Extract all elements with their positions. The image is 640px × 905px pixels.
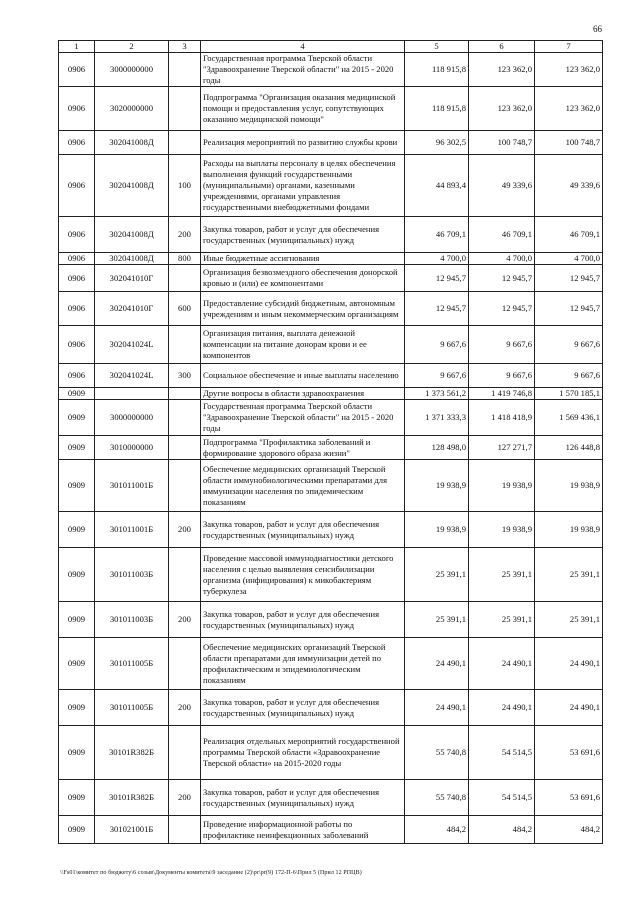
amount-year1-cell: 24 490,1 [405, 690, 469, 726]
amount-year3-cell: 25 391,1 [535, 602, 603, 638]
target-article-cell: 302041008Д [95, 253, 169, 265]
section-code-cell: 0909 [59, 400, 95, 436]
target-article-cell: 301011005Б [95, 638, 169, 690]
amount-year1-cell: 1 371 333,3 [405, 400, 469, 436]
expense-type-cell [169, 726, 201, 780]
amount-year3-cell: 9 667,6 [535, 364, 603, 388]
amount-year2-cell: 484,2 [469, 816, 535, 844]
amount-year3-cell: 484,2 [535, 816, 603, 844]
section-code-cell: 0906 [59, 326, 95, 364]
target-article-cell: 301011003Б [95, 548, 169, 602]
table-row [59, 638, 603, 690]
table-row [59, 460, 603, 512]
table-row [59, 364, 603, 388]
header-cell: 4 [201, 41, 405, 53]
section-code-cell: 0909 [59, 512, 95, 548]
amount-year3-cell: 46 709,1 [535, 217, 603, 253]
amount-year3-cell: 12 945,7 [535, 265, 603, 292]
table-row [59, 400, 603, 436]
amount-year3-cell: 4 700,0 [535, 253, 603, 265]
section-code-cell: 0909 [59, 436, 95, 460]
table-row [59, 388, 603, 400]
header-cell: 1 [59, 41, 95, 53]
amount-year3-cell: 24 490,1 [535, 690, 603, 726]
target-article-cell: 301011001Б [95, 460, 169, 512]
expense-type-cell [169, 460, 201, 512]
target-article-cell: 301021001Б [95, 816, 169, 844]
description-cell: Социальное обеспечение и иные выплаты населению [201, 364, 405, 388]
target-article-cell: 302041024L [95, 364, 169, 388]
description-cell: Обеспечение медицинских организаций Тверской области иммунобиологическими препаратами для иммунизации населения по эпидемическим показаниям [201, 460, 405, 512]
amount-year2-cell: 54 514,5 [469, 726, 535, 780]
expense-type-cell [169, 816, 201, 844]
header-cell: 2 [95, 41, 169, 53]
table-row [59, 87, 603, 131]
header-cell: 3 [169, 41, 201, 53]
section-code-cell: 0909 [59, 388, 95, 400]
amount-year2-cell: 100 748,7 [469, 131, 535, 155]
target-article-cell: 302041008Д [95, 217, 169, 253]
amount-year2-cell: 24 490,1 [469, 690, 535, 726]
expense-type-cell: 200 [169, 780, 201, 816]
section-code-cell: 0906 [59, 217, 95, 253]
amount-year2-cell: 49 339,6 [469, 155, 535, 217]
expense-type-cell: 200 [169, 690, 201, 726]
description-cell: Подпрограмма "Профилактика заболеваний и формирование здорового образа жизни" [201, 436, 405, 460]
target-article-cell [95, 388, 169, 400]
table-row [59, 690, 603, 726]
section-code-cell: 0906 [59, 292, 95, 326]
expense-type-cell: 200 [169, 602, 201, 638]
expense-type-cell: 600 [169, 292, 201, 326]
table-row [59, 436, 603, 460]
target-article-cell: 3010000000 [95, 436, 169, 460]
section-code-cell: 0906 [59, 131, 95, 155]
amount-year3-cell: 123 362,0 [535, 87, 603, 131]
table-row [59, 131, 603, 155]
section-code-cell: 0906 [59, 87, 95, 131]
amount-year1-cell: 4 700,0 [405, 253, 469, 265]
table-row [59, 726, 603, 780]
amount-year3-cell: 19 938,9 [535, 512, 603, 548]
expense-type-cell [169, 53, 201, 87]
amount-year2-cell: 19 938,9 [469, 460, 535, 512]
expense-type-cell: 200 [169, 512, 201, 548]
target-article-cell: 30101R382Б [95, 780, 169, 816]
amount-year3-cell: 25 391,1 [535, 548, 603, 602]
amount-year1-cell: 19 938,9 [405, 460, 469, 512]
section-code-cell: 0909 [59, 548, 95, 602]
table-row [59, 253, 603, 265]
target-article-cell: 3020000000 [95, 87, 169, 131]
amount-year3-cell: 12 945,7 [535, 292, 603, 326]
target-article-cell: 302041008Д [95, 131, 169, 155]
amount-year2-cell: 25 391,1 [469, 602, 535, 638]
amount-year1-cell: 1 373 561,2 [405, 388, 469, 400]
header-row [59, 41, 603, 53]
section-code-cell: 0909 [59, 638, 95, 690]
amount-year1-cell: 25 391,1 [405, 548, 469, 602]
expense-type-cell [169, 548, 201, 602]
description-cell: Организация безвозмездного обеспечения донорской кровью и (или) ее компонентами [201, 265, 405, 292]
table-row [59, 53, 603, 87]
amount-year2-cell: 24 490,1 [469, 638, 535, 690]
description-cell: Подпрограмма "Организация оказания медицинской помощи и предоставления услуг, сопутствующих оказанию медицинской помощи" [201, 87, 405, 131]
description-cell: Государственная программа Тверской области "Здравоохранение Тверской области" на 2015 - 2020 годы [201, 53, 405, 87]
description-cell: Реализация отдельных мероприятий государственной программы Тверской области «Здравоохранение Тверской области» на 2015-2020 годы [201, 726, 405, 780]
amount-year3-cell: 49 339,6 [535, 155, 603, 217]
amount-year1-cell: 25 391,1 [405, 602, 469, 638]
amount-year2-cell: 9 667,6 [469, 364, 535, 388]
amount-year1-cell: 19 938,9 [405, 512, 469, 548]
section-code-cell: 0909 [59, 780, 95, 816]
amount-year2-cell: 54 514,5 [469, 780, 535, 816]
header-cell: 6 [469, 41, 535, 53]
amount-year1-cell: 484,2 [405, 816, 469, 844]
amount-year2-cell: 25 391,1 [469, 548, 535, 602]
page-number: 66 [593, 24, 602, 34]
section-code-cell: 0909 [59, 460, 95, 512]
target-article-cell: 3000000000 [95, 400, 169, 436]
table-row [59, 602, 603, 638]
expense-type-cell: 300 [169, 364, 201, 388]
description-cell: Иные бюджетные ассигнования [201, 253, 405, 265]
amount-year2-cell: 12 945,7 [469, 265, 535, 292]
description-cell: Закупка товаров, работ и услуг для обеспечения государственных (муниципальных) нужд [201, 512, 405, 548]
header-cell: 7 [535, 41, 603, 53]
section-code-cell: 0909 [59, 726, 95, 780]
description-cell: Государственная программа Тверской области "Здравоохранение Тверской области" на 2015 - 2020 годы [201, 400, 405, 436]
expense-type-cell [169, 131, 201, 155]
amount-year1-cell: 9 667,6 [405, 326, 469, 364]
target-article-cell: 30101R382Б [95, 726, 169, 780]
amount-year3-cell: 100 748,7 [535, 131, 603, 155]
section-code-cell: 0906 [59, 364, 95, 388]
target-article-cell: 302041024L [95, 326, 169, 364]
file-path-footer: \\Fs01\комитет по бюджету\6 созыв\Документы комитета\9 заседание (2)\pr\pr(9) 172-П-6\Прил 5 (Прил 12 РПЦВ) [60, 870, 362, 876]
section-code-cell: 0906 [59, 53, 95, 87]
amount-year1-cell: 24 490,1 [405, 638, 469, 690]
amount-year2-cell: 46 709,1 [469, 217, 535, 253]
table-row [59, 512, 603, 548]
amount-year1-cell: 118 915,8 [405, 87, 469, 131]
amount-year2-cell: 19 938,9 [469, 512, 535, 548]
amount-year1-cell: 12 945,7 [405, 292, 469, 326]
description-cell: Закупка товаров, работ и услуг для обеспечения государственных (муниципальных) нужд [201, 780, 405, 816]
amount-year2-cell: 1 419 746,8 [469, 388, 535, 400]
table-row [59, 780, 603, 816]
amount-year2-cell: 123 362,0 [469, 87, 535, 131]
table-row [59, 292, 603, 326]
amount-year2-cell: 4 700,0 [469, 253, 535, 265]
description-cell: Организация питания, выплата денежной компенсации на питание донорам крови и ее компонентов [201, 326, 405, 364]
expense-type-cell [169, 265, 201, 292]
amount-year1-cell: 118 915,8 [405, 53, 469, 87]
amount-year2-cell: 1 418 418,9 [469, 400, 535, 436]
target-article-cell: 301011003Б [95, 602, 169, 638]
amount-year2-cell: 127 271,7 [469, 436, 535, 460]
expense-type-cell: 100 [169, 155, 201, 217]
amount-year3-cell: 24 490,1 [535, 638, 603, 690]
amount-year3-cell: 53 691,6 [535, 780, 603, 816]
table-row [59, 816, 603, 844]
section-code-cell: 0909 [59, 690, 95, 726]
amount-year3-cell: 1 570 185,1 [535, 388, 603, 400]
amount-year1-cell: 46 709,1 [405, 217, 469, 253]
table-row [59, 217, 603, 253]
amount-year3-cell: 53 691,6 [535, 726, 603, 780]
target-article-cell: 302041010Г [95, 292, 169, 326]
amount-year1-cell: 55 740,8 [405, 780, 469, 816]
amount-year3-cell: 1 569 436,1 [535, 400, 603, 436]
amount-year2-cell: 12 945,7 [469, 292, 535, 326]
description-cell: Другие вопросы в области здравоохранения [201, 388, 405, 400]
table-row [59, 548, 603, 602]
expense-type-cell: 800 [169, 253, 201, 265]
amount-year3-cell: 126 448,8 [535, 436, 603, 460]
target-article-cell: 302041010Г [95, 265, 169, 292]
target-article-cell: 301011005Б [95, 690, 169, 726]
amount-year3-cell: 9 667,6 [535, 326, 603, 364]
table-row [59, 265, 603, 292]
amount-year1-cell: 44 893,4 [405, 155, 469, 217]
header-cell: 5 [405, 41, 469, 53]
section-code-cell: 0906 [59, 155, 95, 217]
description-cell: Закупка товаров, работ и услуг для обеспечения государственных (муниципальных) нужд [201, 217, 405, 253]
section-code-cell: 0909 [59, 602, 95, 638]
description-cell: Обеспечение медицинских организаций Тверской области препаратами для иммунизации детей по профилактическим и эпидемиологическим показаниям [201, 638, 405, 690]
amount-year1-cell: 9 667,6 [405, 364, 469, 388]
expense-type-cell: 200 [169, 217, 201, 253]
expense-type-cell [169, 87, 201, 131]
section-code-cell: 0909 [59, 816, 95, 844]
amount-year3-cell: 123 362,0 [535, 53, 603, 87]
description-cell: Расходы на выплаты персоналу в целях обеспечения выполнения функций государственными (муниципальными) органами, казенными учреждениями, органами управления государственными внебюджетными фондами [201, 155, 405, 217]
amount-year1-cell: 12 945,7 [405, 265, 469, 292]
expense-type-cell [169, 400, 201, 436]
description-cell: Закупка товаров, работ и услуг для обеспечения государственных (муниципальных) нужд [201, 690, 405, 726]
section-code-cell: 0906 [59, 265, 95, 292]
table-row [59, 155, 603, 217]
amount-year2-cell: 123 362,0 [469, 53, 535, 87]
section-code-cell: 0906 [59, 253, 95, 265]
amount-year1-cell: 55 740,8 [405, 726, 469, 780]
amount-year1-cell: 128 498,0 [405, 436, 469, 460]
target-article-cell: 3000000000 [95, 53, 169, 87]
description-cell: Закупка товаров, работ и услуг для обеспечения государственных (муниципальных) нужд [201, 602, 405, 638]
budget-table [58, 40, 603, 844]
expense-type-cell [169, 638, 201, 690]
description-cell: Предоставление субсидий бюджетным, автономным учреждениям и иным некоммерческим организациям [201, 292, 405, 326]
target-article-cell: 301011001Б [95, 512, 169, 548]
table-row [59, 326, 603, 364]
description-cell: Проведение информационной работы по профилактике неинфекционных заболеваний [201, 816, 405, 844]
amount-year3-cell: 19 938,9 [535, 460, 603, 512]
amount-year1-cell: 96 302,5 [405, 131, 469, 155]
amount-year2-cell: 9 667,6 [469, 326, 535, 364]
expense-type-cell [169, 326, 201, 364]
description-cell: Проведение массовой иммунодиагностики детского населения с целью выявления сенсибилизации организма (инфицирования) к микобактериям туберкулеза [201, 548, 405, 602]
expense-type-cell [169, 436, 201, 460]
expense-type-cell [169, 388, 201, 400]
target-article-cell: 302041008Д [95, 155, 169, 217]
description-cell: Реализация мероприятий по развитию службы крови [201, 131, 405, 155]
